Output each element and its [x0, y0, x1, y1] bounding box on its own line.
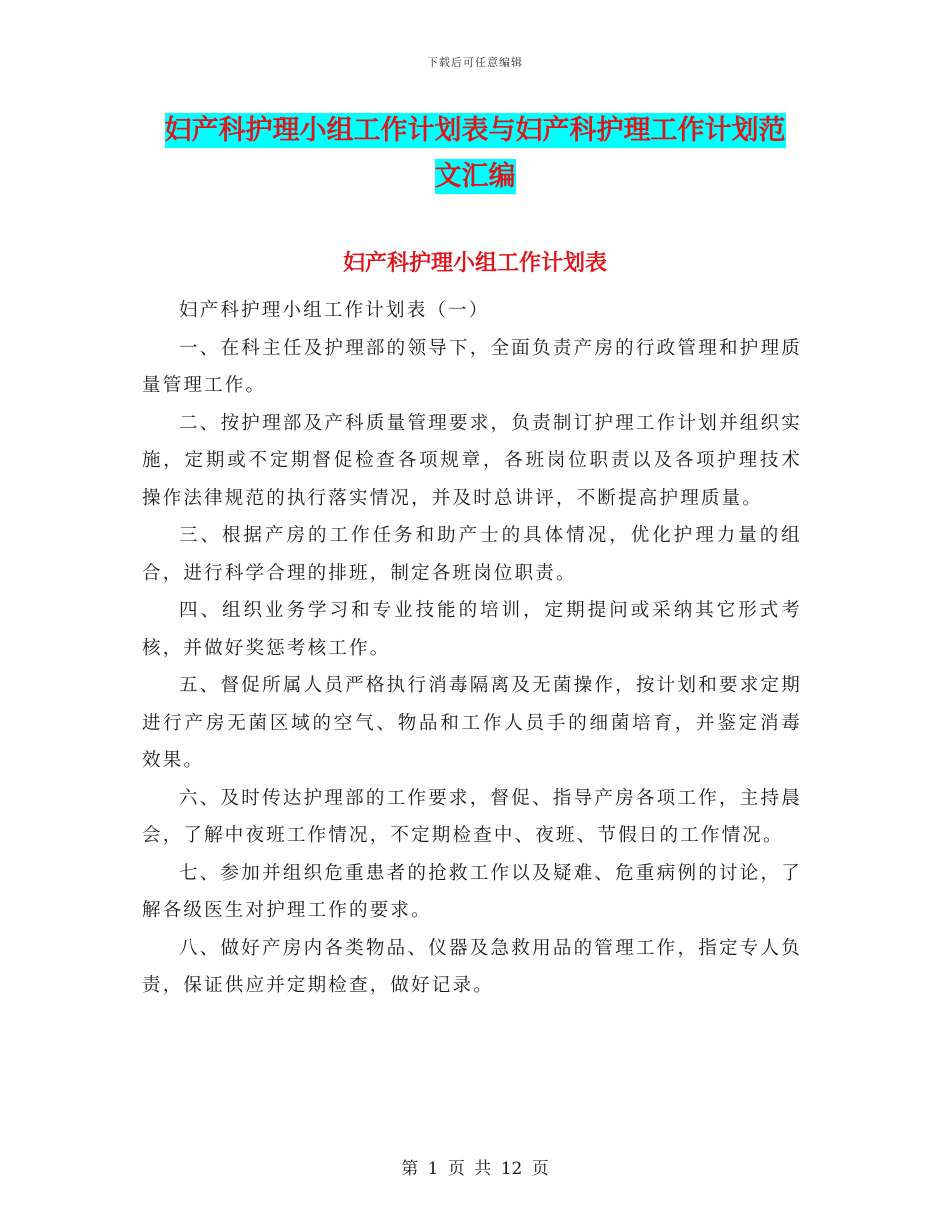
document-title-line-2: 文汇编: [434, 161, 516, 192]
header-note: 下载后可任意编辑: [427, 56, 523, 69]
paragraph: 六、及时传达护理部的工作要求，督促、指导产房各项工作，主持晨会，了解中夜班工作情况，不定期检查中、夜班、节假日的工作情况。: [142, 787, 802, 846]
page-number: 第 1 页 共 12 页: [401, 1159, 549, 1179]
paragraph: 二、按护理部及产科质量管理要求，负责制订护理工作计划并组织实施，定期或不定期督促检查各项规章，各班岗位职责以及各项护理技术操作法律规范的执行落实情况，并及时总讲评，不断提高护理质量。: [142, 412, 802, 509]
paragraph: 一、在科主任及护理部的领导下，全面负责产房的行政管理和护理质量管理工作。: [142, 337, 802, 396]
paragraph: 五、督促所属人员严格执行消毒隔离及无菌操作，按计划和要求定期进行产房无菌区域的空气、物品和工作人员手的细菌培育，并鉴定消毒效果。: [142, 675, 802, 771]
paragraph: 三、根据产房的工作任务和助产士的具体情况，优化护理力量的组合，进行科学合理的排班，制定各班岗位职责。: [142, 525, 802, 584]
document-title-line-1: 妇产科护理小组工作计划表与妇产科护理工作计划范: [164, 115, 786, 146]
document-title: [140, 108, 810, 200]
paragraph: 四、组织业务学习和专业技能的培训，定期提问或采纳其它形式考核，并做好奖惩考核工作。: [142, 600, 802, 659]
paragraph: 妇产科护理小组工作计划表（一）: [179, 300, 490, 321]
paragraph: 八、做好产房内各类物品、仪器及急救用品的管理工作，指定专人负责，保证供应并定期检查，做好记录。: [142, 937, 802, 996]
paragraph: 七、参加并组织危重患者的抢救工作以及疑难、危重病例的讨论，了解各级医生对护理工作的要求。: [142, 862, 802, 921]
section-title: 妇产科护理小组工作计划表: [342, 251, 607, 276]
document-body: [142, 292, 802, 1005]
